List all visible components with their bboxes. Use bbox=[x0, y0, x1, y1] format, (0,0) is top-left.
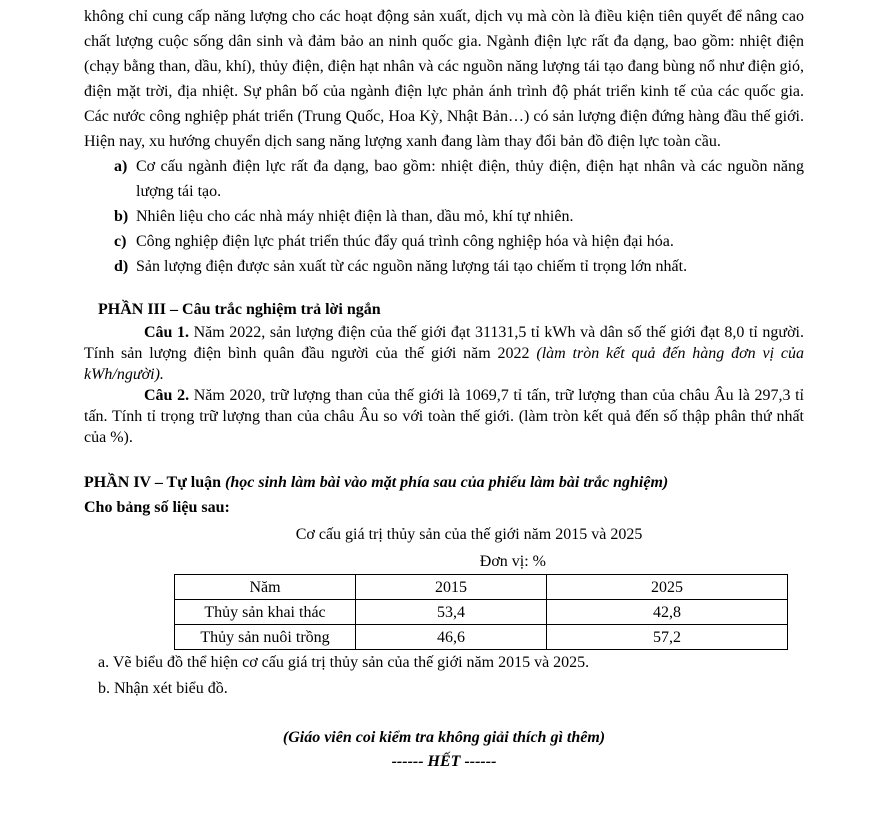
option-a bbox=[114, 154, 804, 204]
option-label: d) bbox=[114, 258, 129, 275]
part4-title-text: PHẦN IV – Tự luận bbox=[84, 474, 226, 491]
part3-title: PHẦN III – Câu trắc nghiệm trả lời ngắn bbox=[98, 301, 381, 318]
given-table-intro: Cho bảng số liệu sau: bbox=[84, 499, 230, 516]
table-unit: Đơn vị: % bbox=[479, 553, 546, 570]
table-cell: 57,2 bbox=[547, 625, 788, 650]
option-label: c) bbox=[114, 233, 127, 250]
table-cell: 42,8 bbox=[547, 600, 788, 625]
table-header-cell: 2025 bbox=[547, 575, 788, 600]
options-list bbox=[84, 154, 804, 279]
table-row bbox=[175, 600, 788, 625]
question-1-note: (làm tròn kết quả đến hàng đơn vị của kWh/người). bbox=[84, 345, 805, 383]
question-1-label: Câu 1. bbox=[144, 324, 190, 341]
option-text: Cơ cấu ngành điện lực rất đa dạng, bao gồm: nhiệt điện, thủy điện, điện hạt nhân và các nguồn năng lượng tái tạo. bbox=[136, 158, 804, 200]
option-label: a) bbox=[114, 158, 128, 175]
task-b: b. Nhận xét biểu đồ. bbox=[98, 680, 228, 697]
option-text: Sản lượng điện được sản xuất từ các nguồn năng lượng tái tạo chiếm tỉ trọng lớn nhất. bbox=[136, 258, 688, 275]
footer-note: (Giáo viên coi kiểm tra không giải thích gì thêm) bbox=[282, 729, 606, 746]
option-text: Công nghiệp điện lực phát triển thúc đẩy quá trình công nghiệp hóa và hiện đại hóa. bbox=[136, 233, 674, 250]
part4-title bbox=[84, 470, 804, 495]
option-c bbox=[114, 229, 804, 254]
question-2 bbox=[84, 385, 804, 448]
question-2-text: Năm 2020, trữ lượng than của thế giới là 1069,7 tỉ tấn, trữ lượng than của châu Âu là 297,3 tỉ tấn. Tính tỉ trọng trữ lượng than của châu Âu so với toàn thế giới. (làm tròn kết quả đến số thập phân thứ nhất của %). bbox=[84, 387, 805, 446]
data-table bbox=[174, 574, 788, 650]
part4-title-note: (học sinh làm bài vào mặt phía sau của phiếu làm bài trắc nghiệm) bbox=[225, 474, 669, 491]
table-header-row bbox=[175, 575, 788, 600]
intro-paragraph: không chỉ cung cấp năng lượng cho các hoạt động sản xuất, dịch vụ mà còn là điều kiện tiên quyết để nâng cao chất lượng cuộc sống dân sinh và đảm bảo an ninh quốc gia. Ngành điện lực rất đa dạng, bao gồm: nhiệt điện (chạy bằng than, dầu, khí), thủy điện, điện hạt nhân và các nguồn năng lượng tái tạo đang bùng nổ như điện gió, điện mặt trời, địa nhiệt. Sự phân bố của ngành điện lực phản ánh trình độ phát triển kinh tế của các quốc gia. Các nước công nghiệp phát triển (Trung Quốc, Hoa Kỳ, Nhật Bản…) có sản lượng điện đứng hàng đầu thế giới. Hiện nay, xu hướng chuyển dịch sang năng lượng xanh đang làm thay đổi bản đồ điện lực toàn cầu. bbox=[84, 8, 804, 150]
option-text: Nhiên liệu cho các nhà máy nhiệt điện là than, dầu mỏ, khí tự nhiên. bbox=[136, 208, 574, 225]
footer-end: ------ HẾT ------ bbox=[391, 753, 497, 770]
question-1 bbox=[84, 322, 804, 385]
table-row bbox=[175, 625, 788, 650]
table-cell: Thủy sản nuôi trồng bbox=[175, 625, 356, 650]
table-cell: 53,4 bbox=[356, 600, 547, 625]
table-cell: 46,6 bbox=[356, 625, 547, 650]
table-header-cell: Năm bbox=[175, 575, 356, 600]
option-label: b) bbox=[114, 208, 129, 225]
option-b bbox=[114, 204, 804, 229]
option-d bbox=[114, 254, 804, 279]
table-header-cell: 2015 bbox=[356, 575, 547, 600]
question-2-label: Câu 2. bbox=[144, 387, 190, 404]
task-a: a. Vẽ biểu đồ thể hiện cơ cấu giá trị thủy sản của thế giới năm 2015 và 2025. bbox=[98, 654, 590, 671]
table-title: Cơ cấu giá trị thủy sản của thế giới năm 2015 và 2025 bbox=[295, 526, 643, 543]
question-1-text: Năm 2022, sản lượng điện của thế giới đạt 31131,5 tỉ kWh và dân số thế giới đạt 8,0 tỉ người. Tính sản lượng điện bình quân đầu người của thế giới năm 2022 bbox=[84, 324, 804, 362]
table-cell: Thủy sản khai thác bbox=[175, 600, 356, 625]
